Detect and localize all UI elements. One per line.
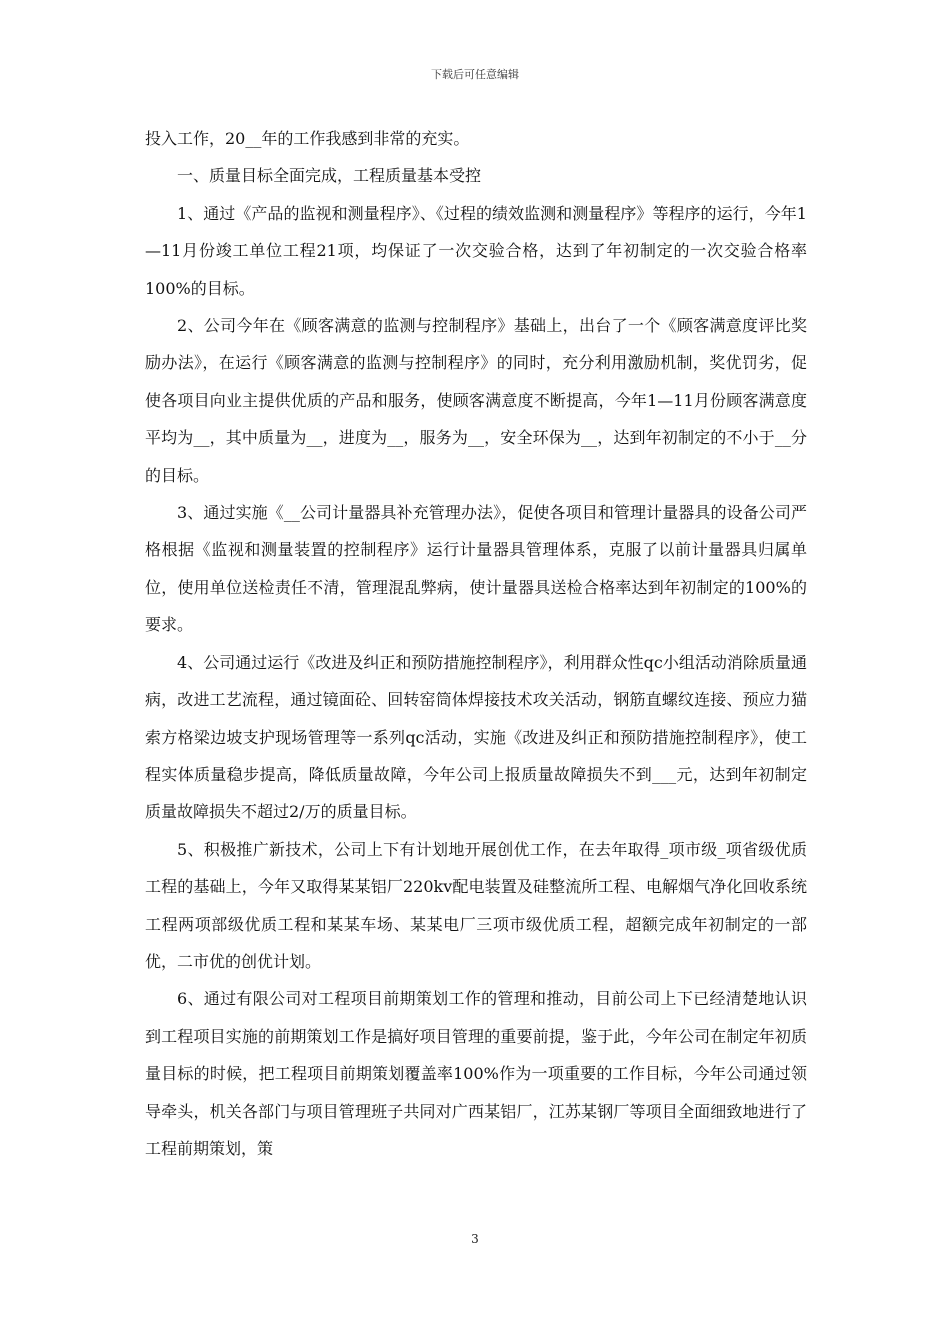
- paragraph-item-5: 5、积极推广新技术，公司上下有计划地开展创优工作，在去年取得_项市级_项省级优质工程的基础上，今年又取得某某铝厂220kv配电装置及硅整流所工程、电解烟气净化回收系统工程两项部级优质工程和某某车场、某某电厂三项市级优质工程，超额完成年初制定的一部优，二市优的创优计划。: [145, 839, 807, 971]
- page-number: 3: [471, 1232, 479, 1246]
- paragraph-item-3: 3、通过实施《__公司计量器具补充管理办法》，促使各项目和管理计量器具的设备公司严格根据《监视和测量装置的控制程序》运行计量器具管理体系，克服了以前计量器具归属单位，使用单位送检责任不清，管理混乱弊病，使计量器具送检合格率达到年初制定的100%的要求。: [145, 503, 807, 635]
- paragraph-item-1: 1、通过《产品的监视和测量程序》、《过程的绩效监测和测量程序》等程序的运行，今年1—11月份竣工单位工程21项，均保证了一次交验合格，达到了年初制定的一次交验合格率100%的目标。: [145, 203, 807, 298]
- paragraph-item-2: 2、公司今年在《顾客满意的监测与控制程序》基础上，出台了一个《顾客满意度评比奖励办法》，在运行《顾客满意的监测与控制程序》的同时，充分利用激励机制，奖优罚劣，促使各项目向业主提供优质的产品和服务，使顾客满意度不断提高，今年1—11月份顾客满意度平均为__，其中质量为__，进度为__，服务为__，安全环保为__，达到年初制定的不小于__分的目标。: [145, 316, 807, 485]
- paragraph-item-6: 6、通过有限公司对工程项目前期策划工作的管理和推动，目前公司上下已经清楚地认识到工程项目实施的前期策划工作是搞好项目管理的重要前提，鉴于此，今年公司在制定年初质量目标的时候，把工程项目前期策划覆盖率100%作为一项重要的工作目标，今年公司通过领导牵头，机关各部门与项目管理班子共同对广西某铝厂，江苏某钢厂等项目全面细致地进行了工程前期策划，策: [145, 989, 807, 1158]
- paragraph-continuation: 投入工作，20__年的工作我感到非常的充实。: [145, 129, 470, 148]
- paragraph-item-4: 4、公司通过运行《改进及纠正和预防措施控制程序》，利用群众性qc小组活动消除质量通病，改进工艺流程，通过镜面砼、回转窑筒体焊接技术攻关活动，钢筋直螺纹连接、预应力猫索方格梁边坡支护现场管理等一系列qc活动，实施《改进及纠正和预防措施控制程序》，使工程实体质量稳步提高，降低质量故障，今年公司上报质量故障损失不到___元，达到年初制定质量故障损失不超过2/万的质量目标。: [145, 652, 807, 822]
- section-heading: 一、质量目标全面完成，工程质量基本受控: [177, 166, 482, 186]
- page-header: 下载后可任意编辑: [431, 68, 519, 81]
- document-body: [145, 120, 807, 1167]
